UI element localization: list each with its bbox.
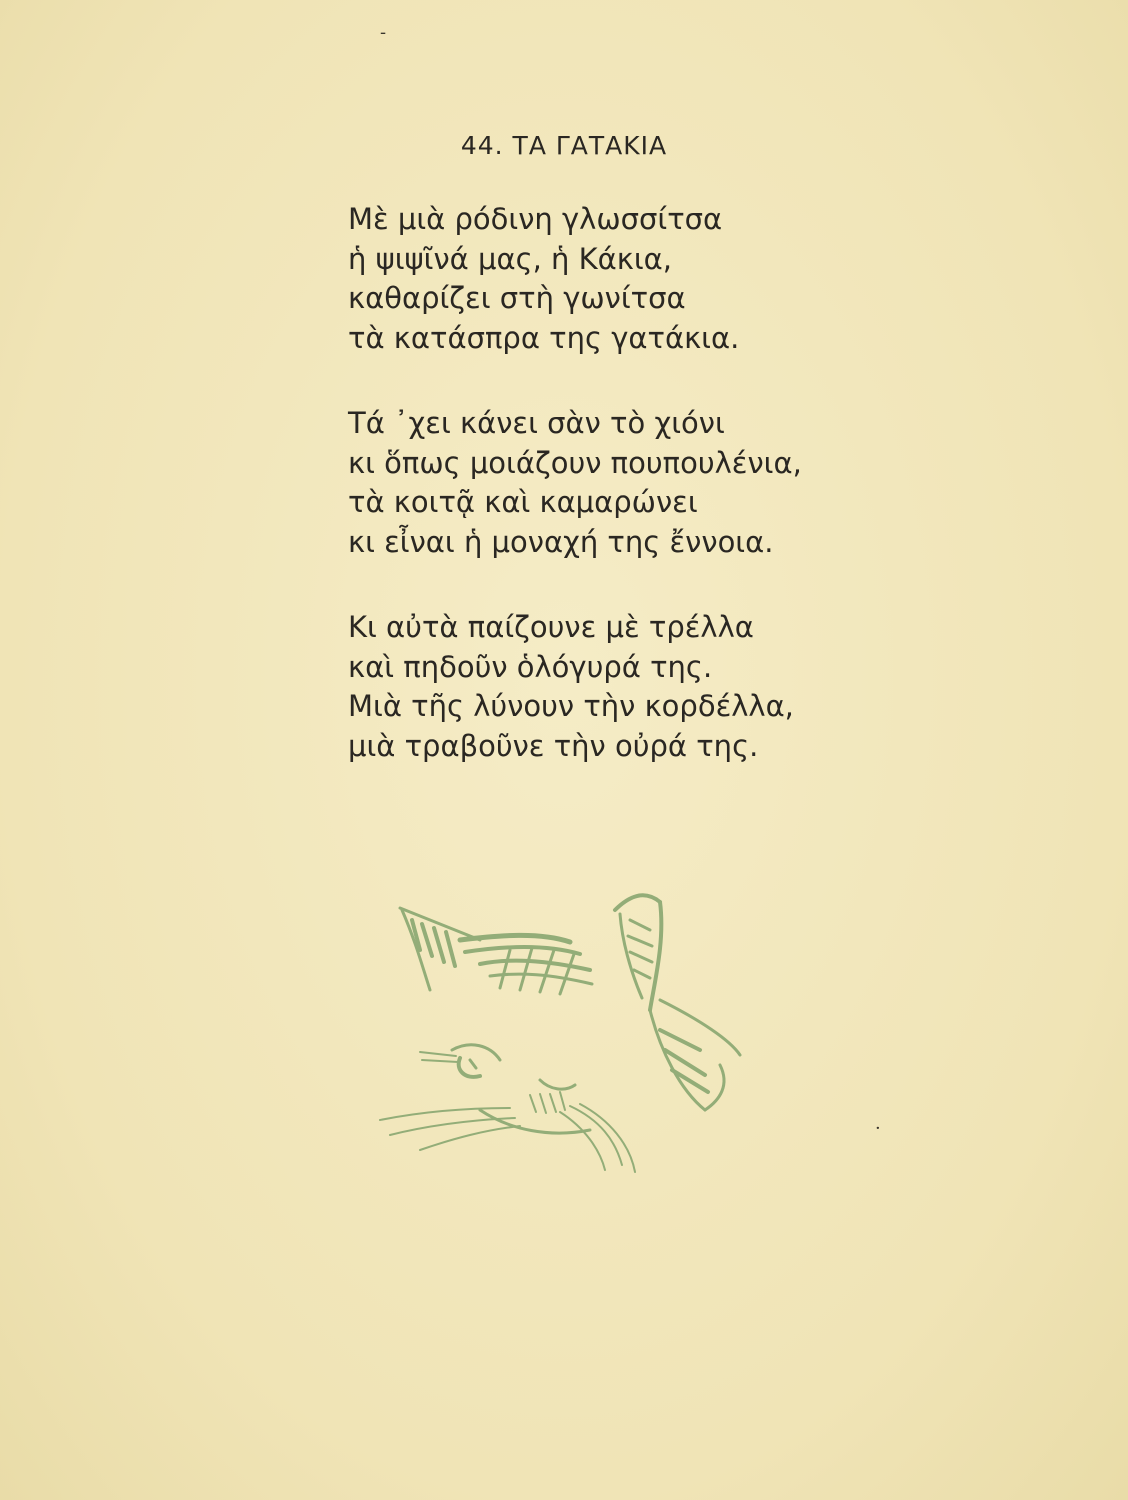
poem-line: Μὲ μιὰ ρόδινη γλωσσίτσα bbox=[348, 202, 723, 236]
poem-line: μιὰ τραβοῦνε τὴν οὐρά της. bbox=[348, 728, 759, 763]
poem-line: Μιὰ τῆς λύνουν τὴν κορδέλλα, bbox=[348, 689, 794, 723]
poem-line: κι ὅπως μοιάζουν πουπουλένια, bbox=[348, 445, 802, 480]
poem-line: τὰ κοιτᾷ καὶ καμαρώνει bbox=[348, 485, 698, 519]
poem-line: ἡ ψιψῖνά μας, ἡ Κάκια, bbox=[348, 241, 673, 276]
poem-line: καθαρίζει στὴ γωνίτσα bbox=[348, 281, 686, 315]
poem-body bbox=[348, 200, 1048, 812]
stanza-1 bbox=[348, 200, 1048, 358]
print-mark: · bbox=[875, 1118, 881, 1139]
stanza-3 bbox=[348, 608, 1048, 766]
poem-line: τὰ κατάσπρα της γατάκια. bbox=[348, 320, 740, 355]
print-mark: - bbox=[380, 22, 387, 43]
poem-title: 44. ΤΑ ΓΑΤΑΚΙΑ bbox=[460, 131, 668, 160]
stanza-2 bbox=[348, 404, 1048, 562]
poem-line: καὶ πηδοῦν ὁλόγυρά της. bbox=[348, 649, 713, 684]
poem-line: Τά ᾿χει κάνει σὰν τὸ χιόνι bbox=[348, 406, 725, 440]
poem-line: Κι αὐτὰ παίζουνε μὲ τρέλλα bbox=[348, 610, 754, 644]
poem-line: κι εἶναι ἡ μοναχή της ἔννοια. bbox=[348, 524, 774, 559]
cat-head-illustration bbox=[360, 880, 760, 1180]
